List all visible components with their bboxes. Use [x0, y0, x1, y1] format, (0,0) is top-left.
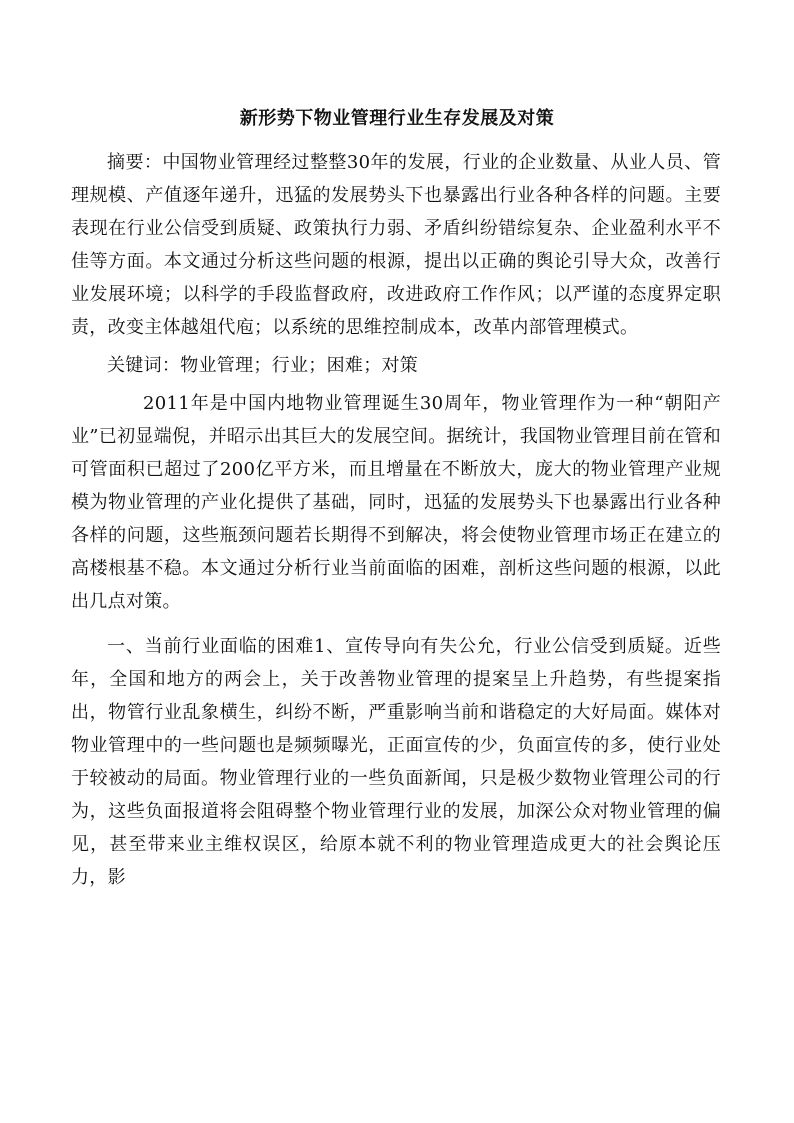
abstract-paragraph: 摘要：中国物业管理经过整整30年的发展，行业的企业数量、从业人员、管理规模、产值逐年递升，迅猛的发展势头下也暴露出行业各种各样的问题。主要表现在行业公信受到质疑、政策执行力弱、矛盾纠纷错综复杂、企业盈利水平不佳等方面。本文通过分析这些问题的根源，提出以正确的舆论引导大众，改善行业发展环境；以科学的手段监督政府，改进政府工作作风；以严谨的态度界定职责，改变主体越俎代庖；以系统的思维控制成本，改革内部管理模式。 — [71, 152, 721, 338]
document-title: 新形势下物业管理行业生存发展及对策 — [239, 108, 555, 129]
intro-paragraph: 2011年是中国内地物业管理诞生30周年，物业管理作为一种“朝阳产业”已初显端倪，并昭示出其巨大的发展空间。据统计，我国物业管理目前在管和可管面积已超过了200亿平方米，而且增量在不断放大，庞大的物业管理产业规模为物业管理的产业化提供了基础，同时，迅猛的发展势头下也暴露出行业各种各样的问题，这些瓶颈问题若长期得不到解决，将会使物业管理市场正在建立的高楼根基不稳。本文通过分析行业当前面临的困难，剖析这些问题的根源，以此出几点对策。 — [71, 393, 721, 612]
keywords-paragraph: 关键词：物业管理；行业；困难；对策 — [107, 355, 419, 376]
document-body — [71, 146, 721, 894]
section-1-paragraph: 一、当前行业面临的困难1、宣传导向有失公允，行业公信受到质疑。近些年，全国和地方的两会上，关于改善物业管理的提案呈上升趋势，有些提案指出，物管行业乱象横生，纠纷不断，严重影响当前和谐稳定的大好局面。媒体对物业管理中的一些问题也是频频曝光，正面宣传的少，负面宣传的多，使行业处于较被动的局面。物业管理行业的一些负面新闻，只是极少数物业管理公司的行为，这些负面报道将会阻碍整个物业管理行业的发展，加深公众对物业管理的偏见，甚至带来业主维权误区，给原本就不利的物业管理造成更大的社会舆论压力，影 — [71, 636, 721, 888]
